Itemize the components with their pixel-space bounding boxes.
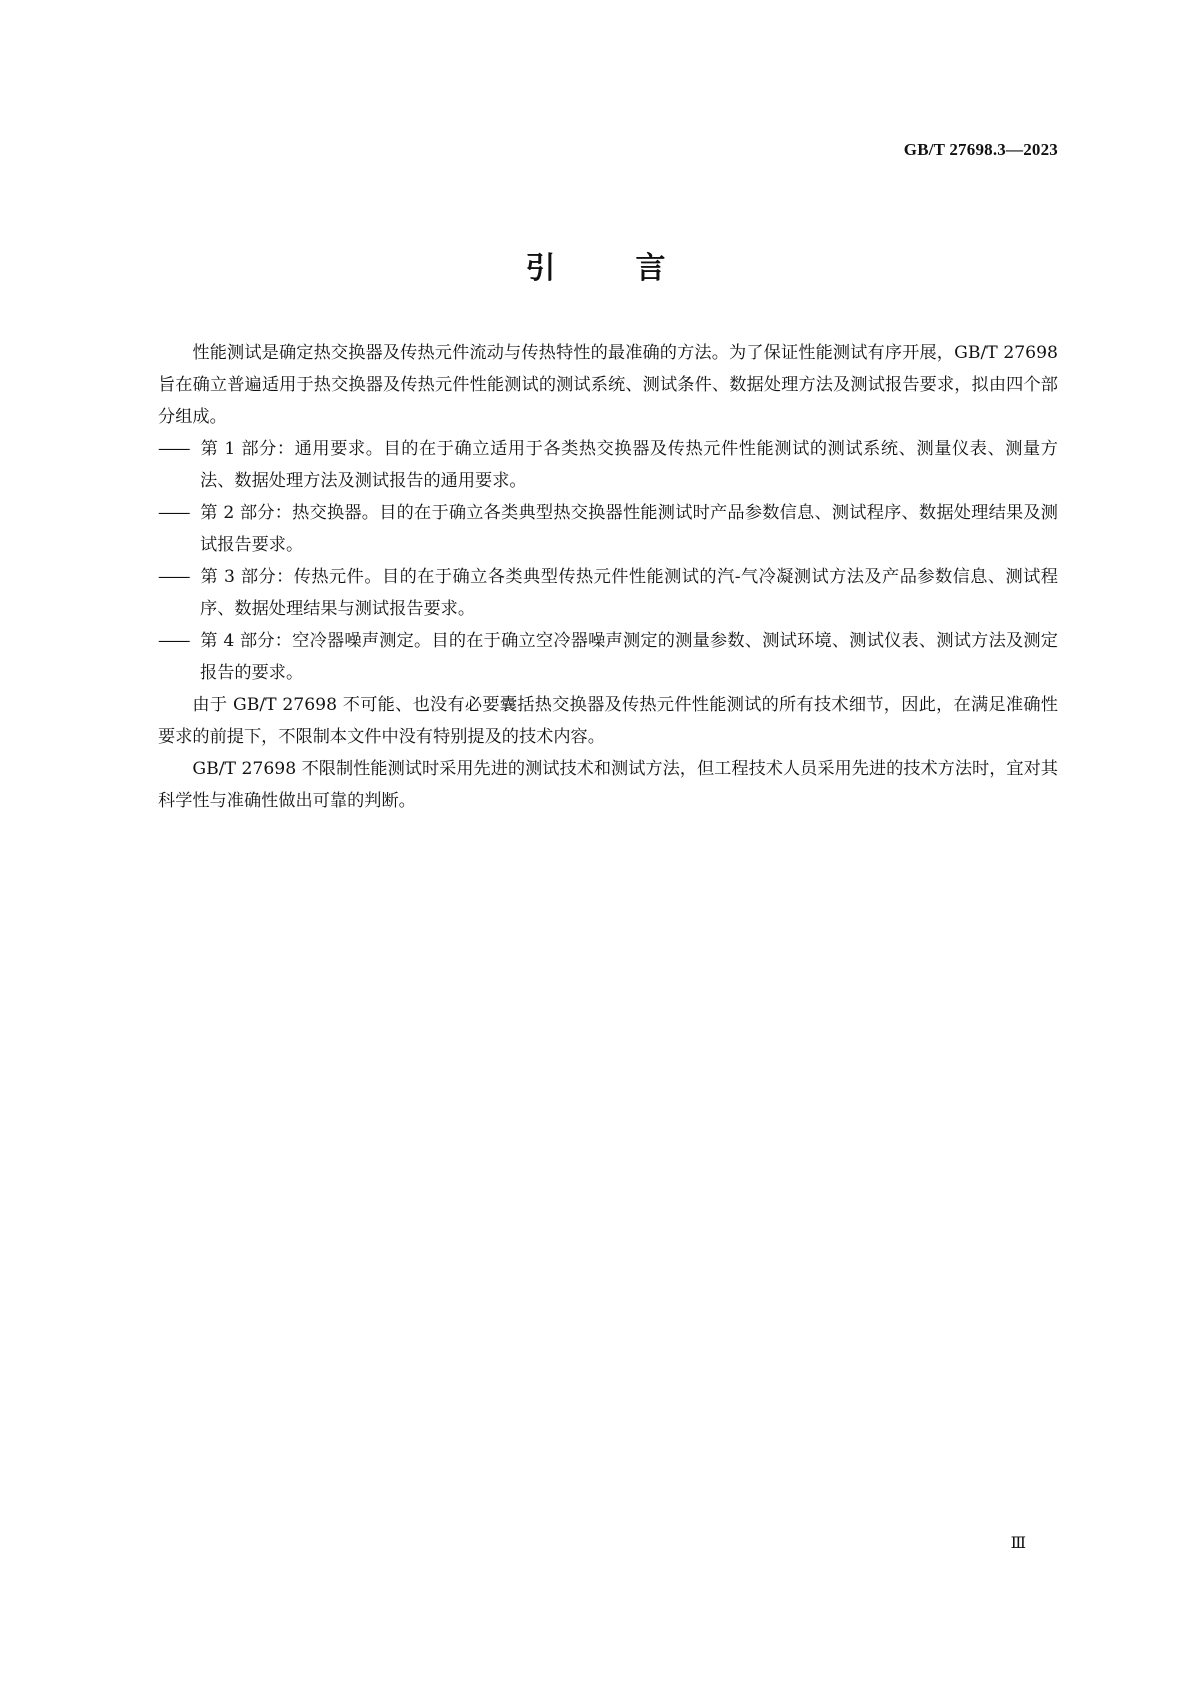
list-dash: —— bbox=[158, 631, 189, 652]
intro-paragraph-3: GB/T 27698 不限制性能测试时采用先进的测试技术和测试方法，但工程技术人员采用先进的技术方法时，宜对其科学性与准确性做出可靠的判断。 bbox=[158, 759, 1058, 812]
list-item-part-1 bbox=[158, 434, 1058, 498]
list-dash: —— bbox=[158, 502, 189, 523]
page-number: Ⅲ bbox=[1010, 1535, 1026, 1552]
list-item-part-3 bbox=[158, 562, 1058, 626]
page-title: 引言 bbox=[525, 251, 746, 286]
list-item-part-2 bbox=[158, 498, 1058, 562]
list-item-text: 第 4 部分：空冷器噪声测定。目的在于确立空冷器噪声测定的测量参数、测试环境、测试仪表、测试方法及测定报告的要求。 bbox=[200, 631, 1058, 683]
list-item-part-4 bbox=[158, 626, 1058, 690]
introduction-body bbox=[158, 338, 1058, 818]
standard-code: GB/T 27698.3—2023 bbox=[903, 140, 1058, 159]
list-item-text: 第 3 部分：传热元件。目的在于确立各类典型传热元件性能测试的汽-气冷凝测试方法及产品参数信息、测试程序、数据处理结果与测试报告要求。 bbox=[200, 567, 1058, 619]
list-dash: —— bbox=[158, 567, 189, 588]
list-item-text: 第 1 部分：通用要求。目的在于确立适用于各类热交换器及传热元件性能测试的测试系统、测量仪表、测量方法、数据处理方法及测试报告的通用要求。 bbox=[200, 438, 1058, 491]
intro-paragraph-2: 由于 GB/T 27698 不可能、也没有必要囊括热交换器及传热元件性能测试的所有技术细节，因此，在满足准确性要求的前提下，不限制本文件中没有特别提及的技术内容。 bbox=[158, 695, 1058, 748]
list-item-text: 第 2 部分：热交换器。目的在于确立各类典型热交换器性能测试时产品参数信息、测试程序、数据处理结果及测试报告要求。 bbox=[200, 502, 1058, 555]
list-dash: —— bbox=[158, 438, 189, 459]
intro-paragraph-1: 性能测试是确定热交换器及传热元件流动与传热特性的最准确的方法。为了保证性能测试有序开展，GB/T 27698 旨在确立普遍适用于热交换器及传热元件性能测试的测试系统、测试条件、数据处理方法及测试报告要求，拟由四个部分组成。 bbox=[158, 343, 1058, 427]
